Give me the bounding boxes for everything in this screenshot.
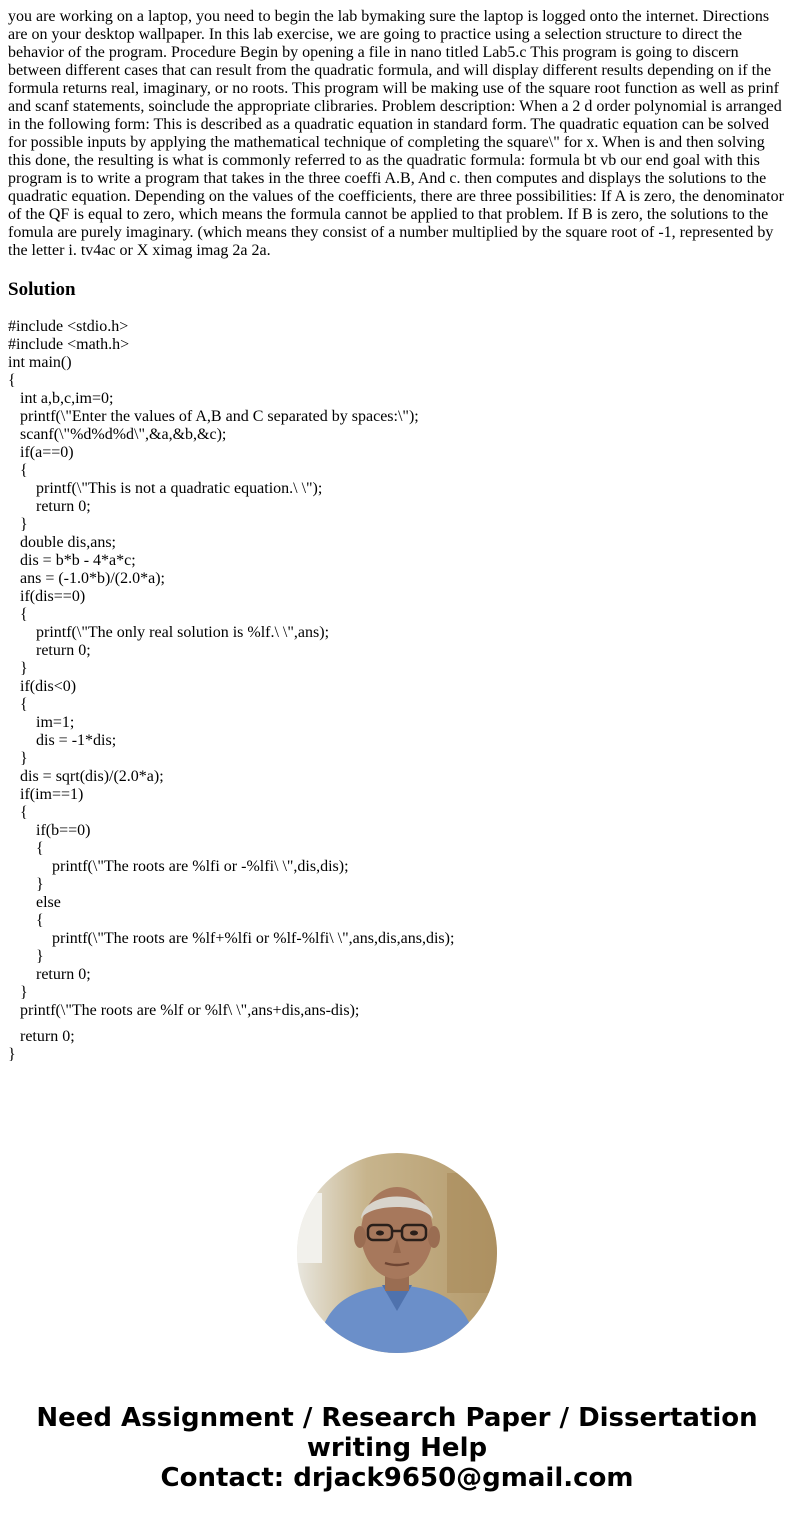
code-line: { <box>8 696 28 713</box>
solution-code <box>8 318 786 1064</box>
code-line: printf(\"The roots are %lf+%lfi or %lf-%lfi\ \",ans,dis,ans,dis); <box>8 930 455 947</box>
promo-line-2: writing Help <box>306 1433 488 1463</box>
code-line: return 0; <box>8 498 91 515</box>
question-text: you are working on a laptop, you need to begin the lab bymaking sure the laptop is logged onto the internet. Directions are on your desktop wallpaper. In this lab exercise, we are going to practice using a selection structure to direct the behavior of the program. Procedure Begin by opening a file in nano titled Lab5.c This program is going to discern between different cases that can result from the quadratic formula, and will display different results depending on if the formula returns real, imaginary, or no roots. This program will be making use of the square root function as well as prinf and scanf statements, soinclude the appropriate clibraries. Problem description: When a 2 d order polynomial is arranged in the following form: This is described as a quadratic equation in standard form. The quadratic equation can be solved for possible inputs by applying the mathematical technique of completing the square\" for x. When is and then solving this done, the resulting is what is commonly referred to as the quadratic formula: formula bt vb our end goal with this program is to write a program that takes in the three coeffi A.B, And c. then computes and displays the solutions to the quadratic equation. Depending on the values of the coefficients, there are three possibilities: If A is zero, the denominator of the QF is equal to zero, which means the formula cannot be applied to that problem. If B is zero, the solutions to the fomula are purely imaginary. (which means they consist of a number multiplied by the square root of -1, represented by the letter i. tv4ac or X ximag imag 2a 2a. <box>8 8 784 259</box>
code-line: double dis,ans; <box>8 534 116 551</box>
code-line: if(im==1) <box>8 786 84 803</box>
code-line: } <box>8 750 28 767</box>
code-line: printf(\"The roots are %lf or %lf\ \",ans+dis,ans-dis); <box>8 1002 360 1019</box>
promo-banner <box>0 1403 794 1493</box>
author-portrait-icon <box>297 1153 497 1353</box>
code-line: return 0; <box>8 1028 75 1045</box>
code-line: } <box>8 1046 16 1063</box>
code-line: } <box>8 948 44 965</box>
code-line: { <box>8 462 28 479</box>
promo-line-1: Need Assignment / Research Paper / Dissertation <box>36 1403 758 1433</box>
code-line: { <box>8 840 44 857</box>
code-line: #include <math.h> <box>8 336 130 353</box>
code-line: if(dis==0) <box>8 588 86 605</box>
code-line: return 0; <box>8 966 91 983</box>
code-line: ans = (-1.0*b)/(2.0*a); <box>8 570 165 587</box>
code-line: { <box>8 606 28 623</box>
code-line: { <box>8 804 28 821</box>
code-line: } <box>8 660 28 677</box>
code-line: printf(\"The roots are %lfi or -%lfi\ \",dis,dis); <box>8 858 349 875</box>
code-line-blank <box>8 1020 786 1028</box>
code-line: return 0; <box>8 642 91 659</box>
code-line: if(dis<0) <box>8 678 77 695</box>
promo-contact: Contact: drjack9650@gmail.com <box>160 1463 634 1493</box>
code-line: } <box>8 984 28 1001</box>
author-avatar <box>297 1153 497 1353</box>
code-line: dis = sqrt(dis)/(2.0*a); <box>8 768 164 785</box>
code-line: scanf(\"%d%d%d\",&a,&b,&c); <box>8 426 227 443</box>
code-line: dis = -1*dis; <box>8 732 117 749</box>
code-line: { <box>8 372 16 389</box>
code-line: printf(\"Enter the values of A,B and C separated by spaces:\"); <box>8 408 419 425</box>
solution-heading: Solution <box>8 279 76 300</box>
code-line: { <box>8 912 44 929</box>
code-line: printf(\"The only real solution is %lf.\ \",ans); <box>8 624 330 641</box>
code-line: else <box>8 894 61 911</box>
code-line: if(a==0) <box>8 444 74 461</box>
code-line: } <box>8 516 28 533</box>
code-line: im=1; <box>8 714 75 731</box>
code-line: int a,b,c,im=0; <box>8 390 114 407</box>
code-line: printf(\"This is not a quadratic equation.\ \"); <box>8 480 323 497</box>
code-line: if(b==0) <box>8 822 91 839</box>
code-line: } <box>8 876 44 893</box>
code-line: int main() <box>8 354 72 371</box>
code-line: dis = b*b - 4*a*c; <box>8 552 136 569</box>
code-line: #include <stdio.h> <box>8 318 129 335</box>
